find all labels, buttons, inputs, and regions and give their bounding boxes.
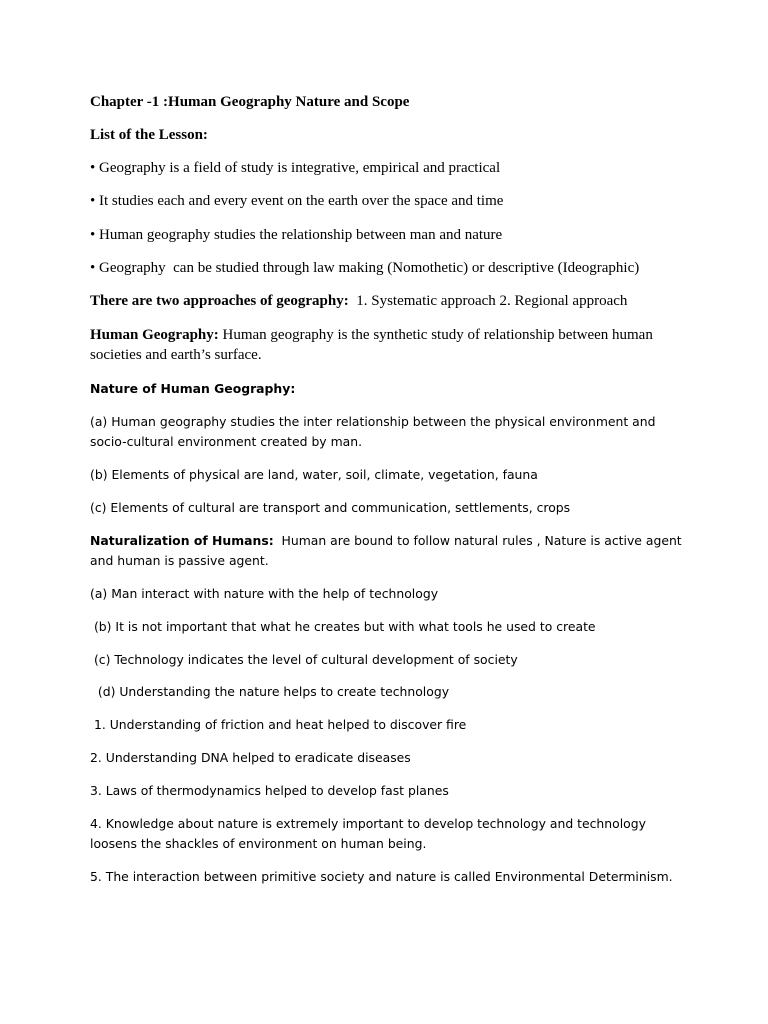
technology-item: (d) Understanding the nature helps to create technology bbox=[90, 684, 450, 699]
numbered-item: 3. Laws of thermodynamics helped to develop fast planes bbox=[90, 783, 449, 798]
numbered-item: 2. Understanding DNA helped to eradicate diseases bbox=[90, 750, 411, 765]
nature-item: (c) Elements of cultural are transport and communication, settlements, crops bbox=[90, 500, 571, 515]
chapter-title bbox=[90, 92, 409, 112]
nature-item: (b) Elements of physical are land, water, soil, climate, vegetation, fauna bbox=[90, 467, 538, 482]
approaches-text: 1. Systematic approach 2. Regional approach bbox=[348, 293, 628, 309]
naturalization-label: Naturalization of Humans: bbox=[90, 533, 274, 548]
approaches-paragraph bbox=[90, 291, 627, 311]
naturalization-text: Human are bound to follow natural rules , Nature is active agent and human is passive agent. bbox=[90, 533, 686, 568]
approaches-label: There are two approaches of geography: bbox=[90, 293, 349, 309]
numbered-item: 4. Knowledge about nature is extremely important to develop technology and technology loosens the shackles of environment on human being. bbox=[90, 816, 650, 851]
numbered-item: 5. The interaction between primitive society and nature is called Environmental Determinism. bbox=[90, 869, 673, 884]
chapter-title-text: Chapter -1 :Human Geography Nature and Scope bbox=[90, 94, 410, 110]
nature-heading bbox=[90, 379, 295, 399]
technology-item: (a) Man interact with nature with the help of technology bbox=[90, 586, 439, 601]
numbered-item: 1. Understanding of friction and heat helped to discover fire bbox=[90, 717, 467, 732]
technology-item: (b) It is not important that what he creates but with what tools he used to create bbox=[90, 619, 596, 634]
nature-item: (a) Human geography studies the inter relationship between the physical environment and socio-cultural environment created by man. bbox=[90, 414, 660, 449]
list-heading bbox=[90, 125, 208, 145]
naturalization-paragraph bbox=[90, 531, 690, 570]
technology-item: (c) Technology indicates the level of cultural development of society bbox=[90, 652, 518, 667]
bullet-item: • It studies each and every event on the earth over the space and time bbox=[90, 193, 504, 209]
human-geography-definition bbox=[90, 325, 670, 365]
bullet-item: • Human geography studies the relationship between man and nature bbox=[90, 227, 503, 243]
bullet-item: • Geography can be studied through law making (Nomothetic) or descriptive (Ideographic) bbox=[90, 260, 640, 276]
nature-heading-text: Nature of Human Geography: bbox=[90, 381, 296, 396]
human-geography-text: Human geography is the synthetic study of relationship between human societies and earth’s surface. bbox=[90, 327, 657, 363]
bullet-item: • Geography is a field of study is integrative, empirical and practical bbox=[90, 160, 501, 176]
human-geography-label: Human Geography: bbox=[90, 327, 219, 343]
list-heading-text: List of the Lesson: bbox=[90, 127, 208, 143]
